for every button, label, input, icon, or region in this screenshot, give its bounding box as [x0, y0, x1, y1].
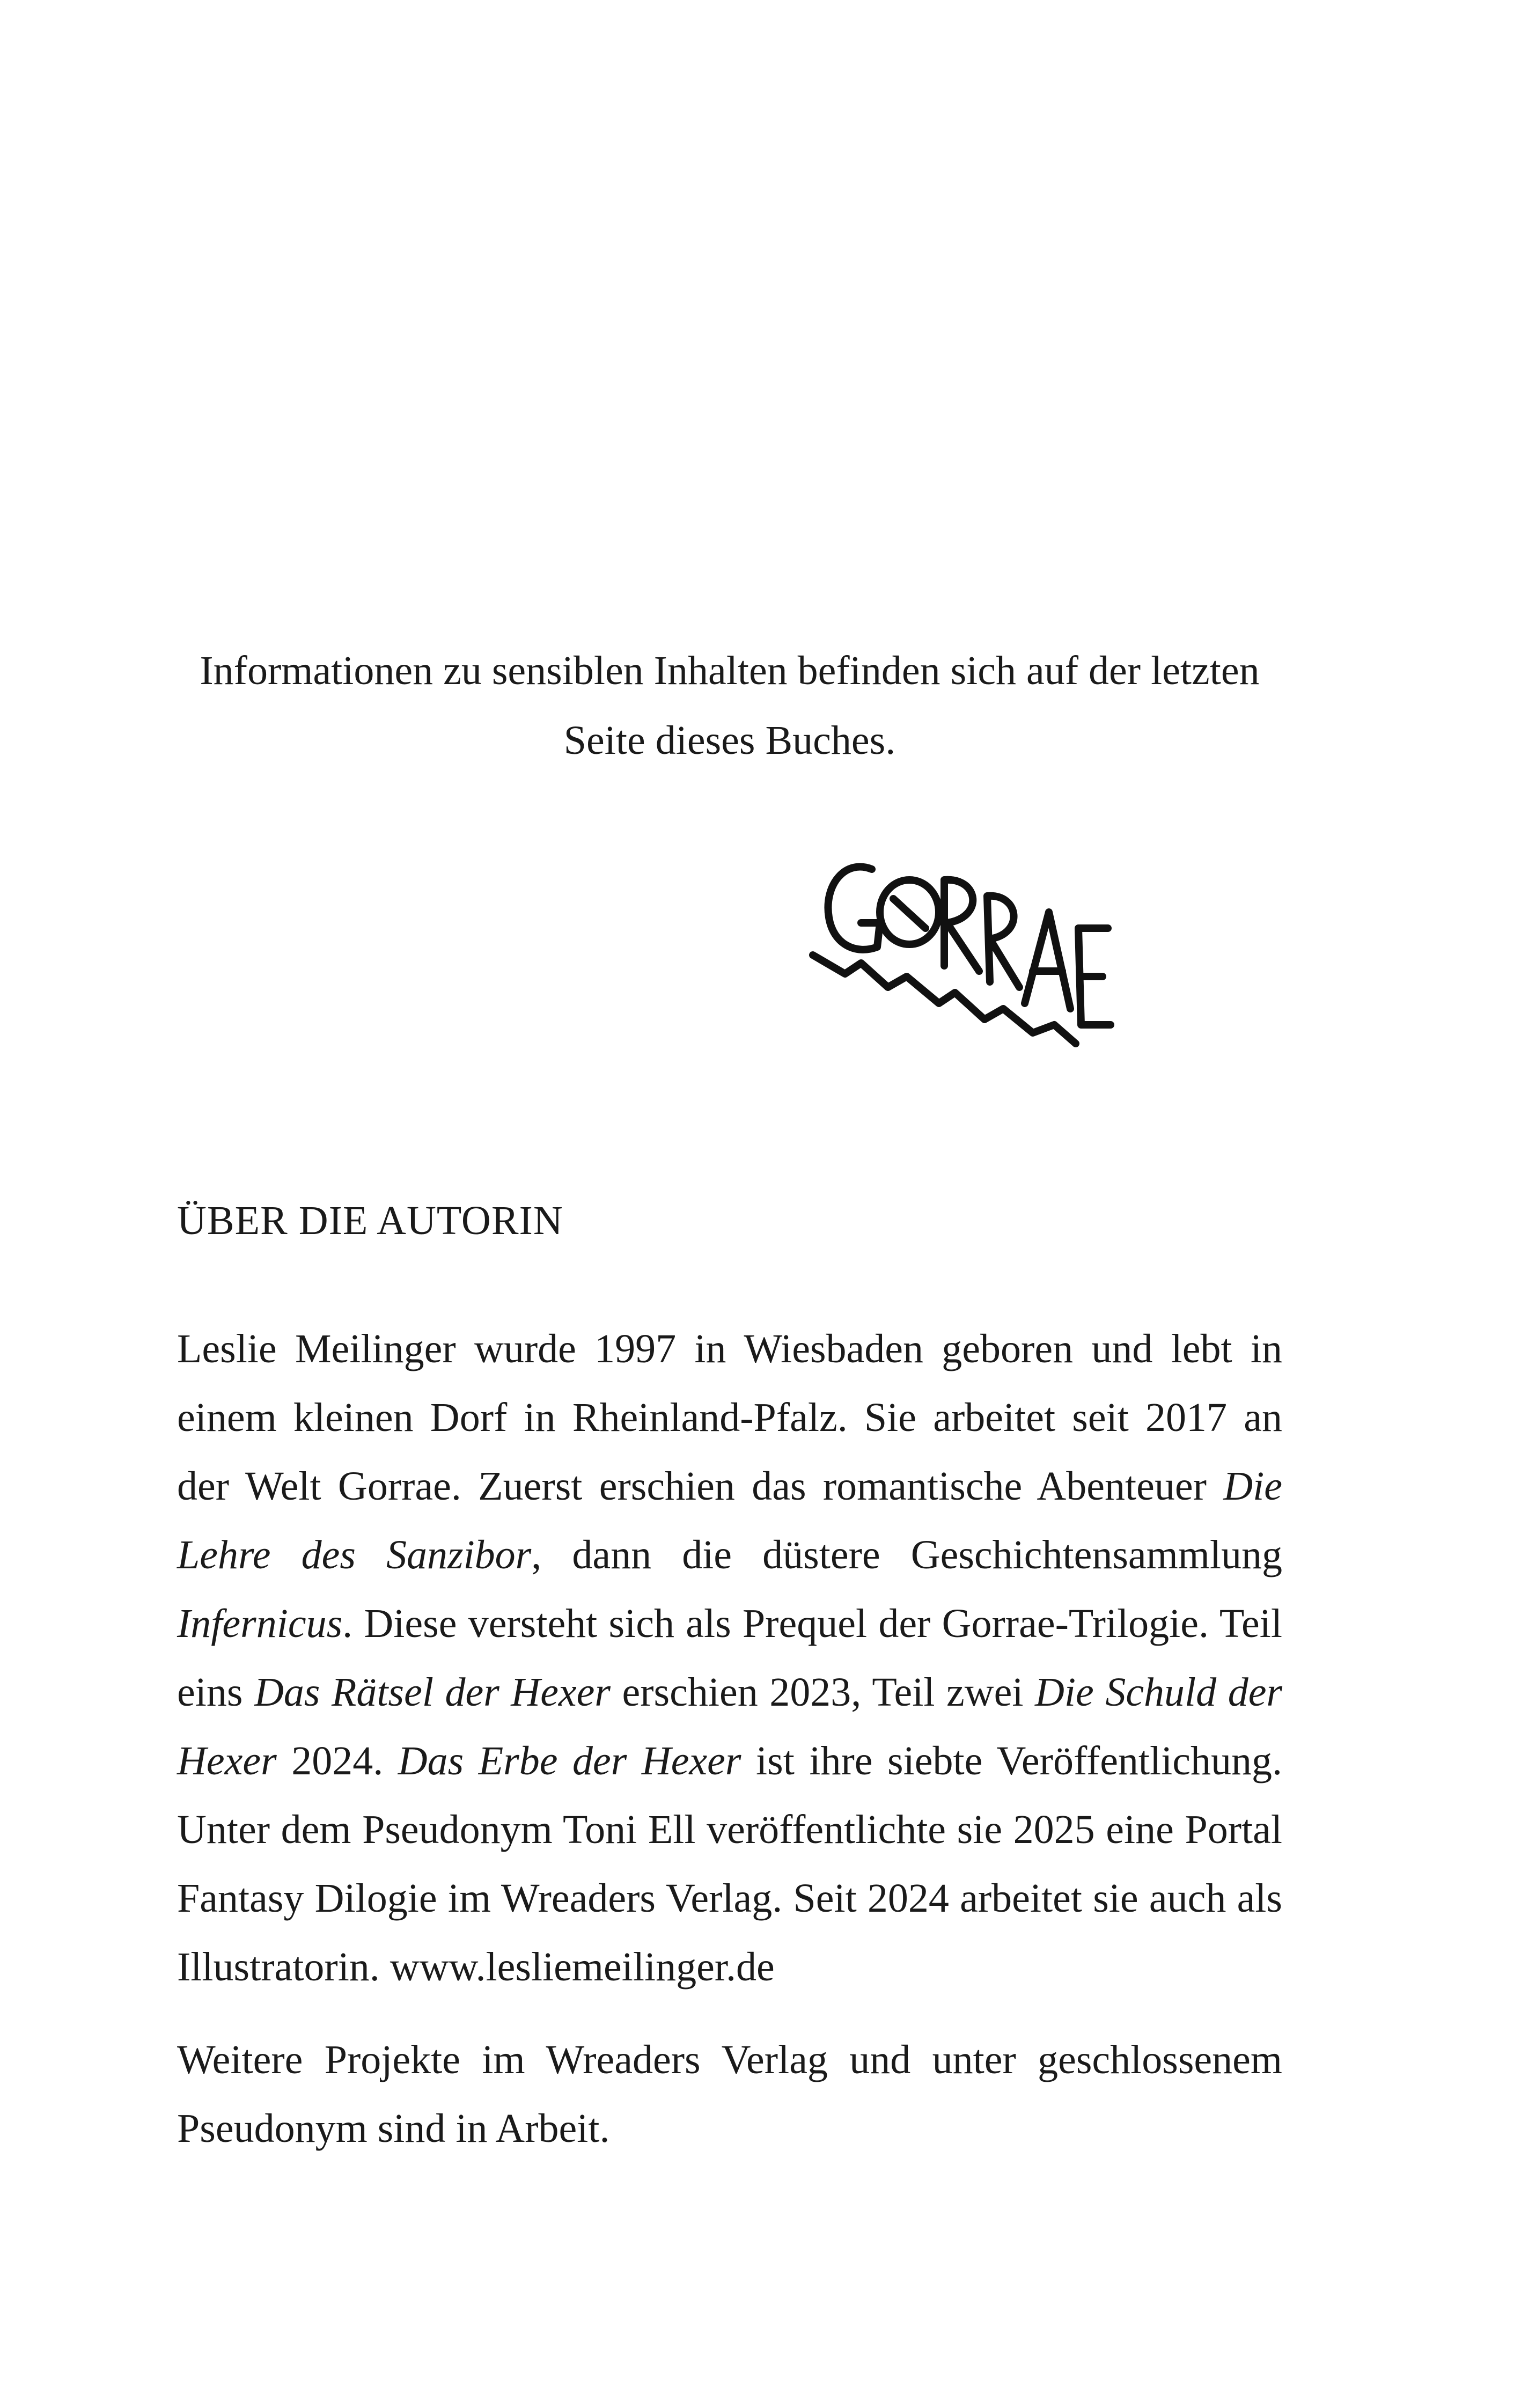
notice-line-1: Informationen zu sensiblen Inhalten befinden sich auf der letzten	[200, 648, 1260, 693]
about-author-heading: ÜBER DIE AUTORIN	[177, 1198, 563, 1243]
upcoming-projects-note: Weitere Projekte im Wreaders Verlag und unter geschlossenem Pseudonym sind in Arbeit.	[177, 2037, 1282, 2151]
bio-text: erschien 2023, Teil zwei	[610, 1670, 1035, 1715]
book-title: Die Lehre des Sanzibor	[177, 1464, 1282, 1577]
book-title: Das Rätsel der Hexer	[254, 1670, 611, 1715]
notice-line-2: Seite dieses Buches.	[563, 718, 896, 763]
book-title: Das Erbe der Hexer	[398, 1738, 741, 1783]
gorrae-logo-icon	[807, 848, 1124, 1057]
book-title: Infernicus	[177, 1601, 343, 1646]
bio-text: Leslie Meilinger wurde 1997 in Wiesbaden geboren und lebt in einem kleinen Dorf in Rheinland-Pfalz. Sie arbeitet seit 2017 an der Welt Gorrae. Zuerst erschien das romantische Abenteuer	[177, 1326, 1282, 1509]
bio-text: . Diese versteht sich als Prequel der Gorrae-Trilogie. Teil eins	[177, 1601, 1282, 1715]
book-title: Die Schuld der Hexer	[177, 1670, 1283, 1783]
bio-text: ist ihre siebte Veröffentlichung. Unter dem Pseudonym Toni Ell veröffentlichte sie 2025 eine Portal Fantasy Dilogie im Wreaders Verlag. Seit 2024 arbeitet sie auch als Illustratorin. www.lesliemeilinger.de	[177, 1738, 1283, 1989]
author-biography	[177, 1315, 1282, 2001]
bio-text: , dann die düstere Geschichtensammlung	[531, 1532, 1282, 1577]
bio-text: 2024.	[276, 1738, 398, 1783]
sensitive-content-notice	[177, 636, 1282, 775]
